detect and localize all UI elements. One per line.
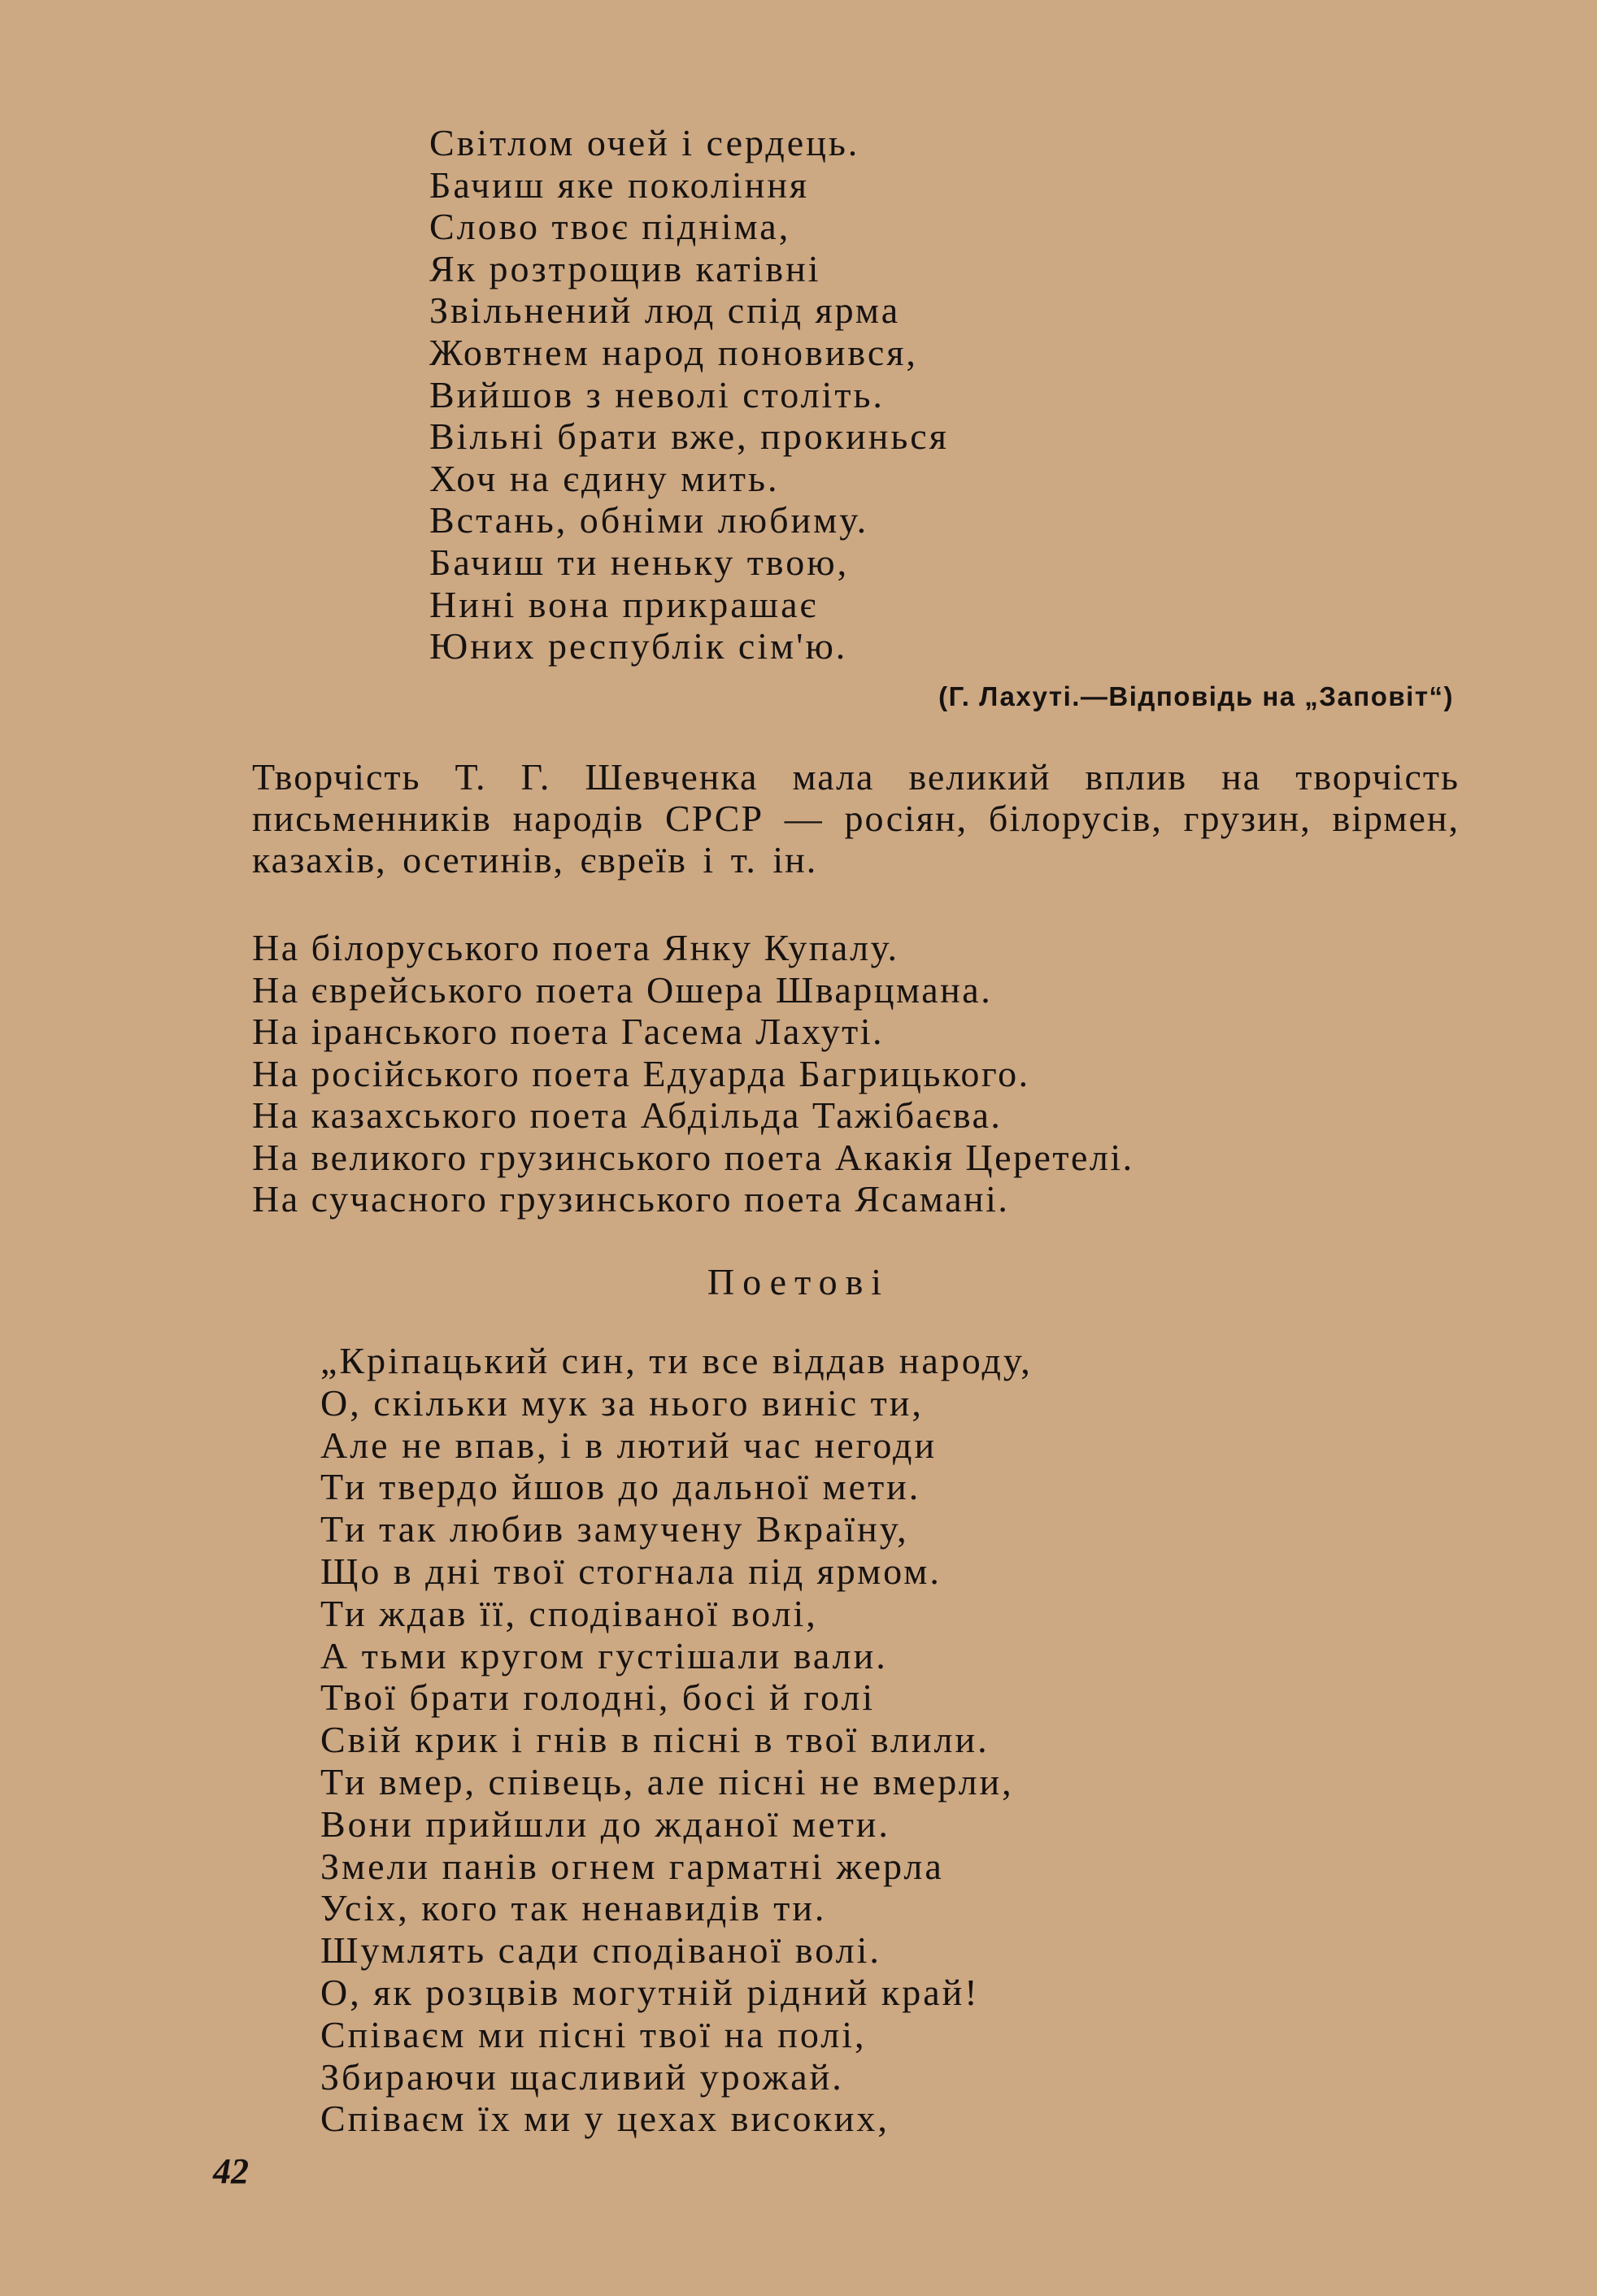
poem-line: Встань, обніми любиму. — [429, 499, 869, 541]
list-item: На єврейського поета Ошера Шварцмана. — [252, 968, 993, 1011]
list-item: На сучасного грузинського поета Ясамані. — [252, 1178, 1010, 1220]
list-item: На білоруського поета Янку Купалу. — [252, 927, 899, 968]
poem-line: Що в дні твої стогнала під ярмом. — [320, 1550, 942, 1592]
body-paragraph: Творчість Т. Г. Шевченка мала великий вплив на творчість письменників народів СРСР — росіян, білорусів, грузин, вірмен, казахів, осетинів, євреїв і т. ін. — [252, 756, 1460, 881]
poem-line: Свій крик і гнів в пісні в твої влили. — [320, 1719, 990, 1761]
list-item: На російського поета Едуарда Багрицького. — [252, 1052, 1030, 1094]
poem-line: Бачиш ти неньку твою, — [429, 541, 850, 583]
poem-line: Співаєм ми пісні твої на полі, — [320, 2013, 867, 2055]
poem-line: Юних республік сім'ю. — [429, 625, 848, 667]
poem-line: Але не впав, і в лютий час негоди — [320, 1424, 938, 1466]
poem-line: Ти так любив замучену Вкраїну, — [320, 1508, 909, 1550]
poem-line: Шумлять сади сподіваної волі. — [320, 1929, 881, 1972]
list-item: На великого грузинського поета Акакія Церетелі. — [252, 1136, 1134, 1178]
page-number: 42 — [213, 2151, 249, 2191]
poets-list — [252, 927, 1472, 1220]
poem-line: Нині вона прикрашає — [429, 583, 819, 625]
poem-line: А тьми кругом густішали вали. — [320, 1634, 888, 1676]
poem-line: Змели панів огнем гарматні жерла — [320, 1845, 944, 1887]
poem-line: О, скільки мук за нього виніс ти, — [320, 1381, 924, 1424]
poem-attribution: (Г. Лахуті.—Відповідь на „Заповіт“) — [938, 681, 1454, 711]
poem-line: Вільні брати вже, прокинься — [429, 415, 949, 458]
poem-line: „Кріпацький син, ти все віддав народу, — [320, 1340, 1033, 1381]
list-item: На іранського поета Гасема Лахуті. — [252, 1011, 884, 1052]
poem-line: Ти ждав її, сподіваної волі, — [320, 1592, 818, 1634]
poem-line: Ти твердо йшов до дальної мети. — [320, 1466, 921, 1508]
poem-line: О, як розцвів могутній рідний край! — [320, 1971, 980, 2013]
poem-line: Бачиш яке покоління — [429, 163, 810, 206]
poem-line: Збираючи щасливий урожай. — [320, 2055, 844, 2098]
section-title: Поетові — [707, 1261, 890, 1302]
poem-line: Співаєм їх ми у цехах високих, — [320, 2098, 890, 2140]
poem-line: Твої брати голодні, босі й голі — [320, 1676, 876, 1719]
poem-line: Світлом очей і сердець. — [429, 122, 860, 163]
poem-line: Звільнений люд спід ярма — [429, 289, 901, 332]
poem-top — [429, 122, 1242, 667]
poem-line: Усіх, кого так ненавидів ти. — [320, 1887, 827, 1929]
poem-line: Вийшов з неволі століть. — [429, 373, 885, 415]
poem-line: Як розтрощив катівні — [429, 247, 821, 289]
poem-line: Ти вмер, співець, але пісні не вмерли, — [320, 1760, 1014, 1802]
poem-bottom — [320, 1340, 1296, 2140]
poem-line: Хоч на єдину мить. — [429, 457, 780, 499]
poem-line: Слово твоє підніма, — [429, 206, 791, 248]
poem-line: Жовтнем народ поновився, — [429, 331, 918, 373]
poem-line: Вони прийшли до жданої мети. — [320, 1802, 890, 1845]
list-item: На казахського поета Абдільда Тажібаєва. — [252, 1094, 1003, 1136]
